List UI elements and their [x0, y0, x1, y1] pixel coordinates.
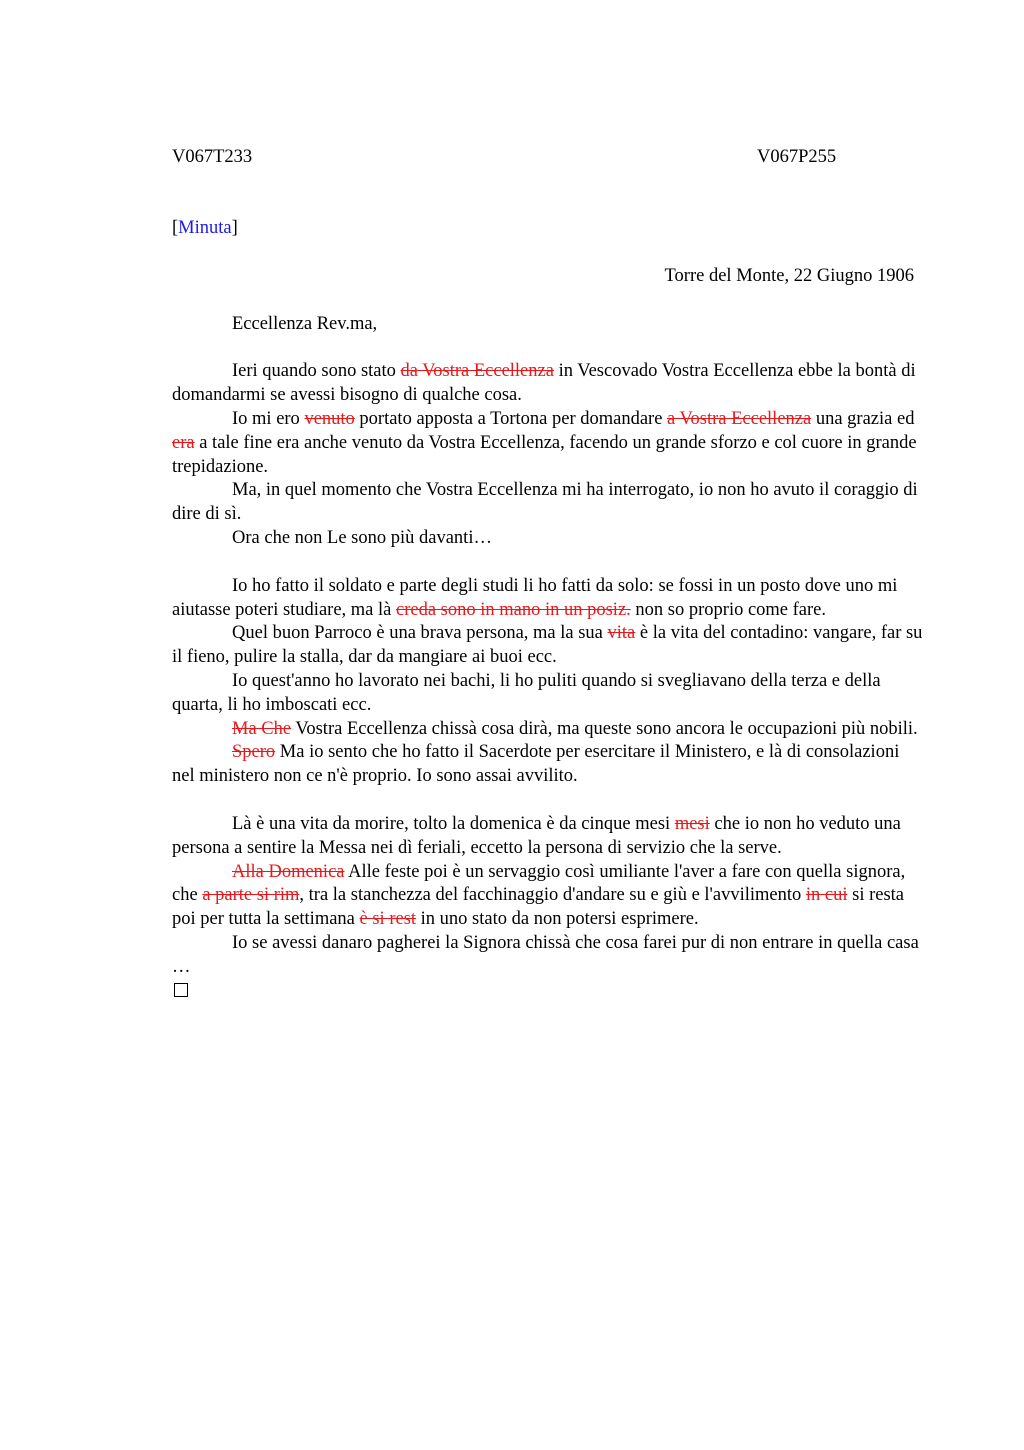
- deleted-text: Spero: [232, 742, 276, 763]
- text-run: è la vita del contadino: vangare, far su il fieno, pulire la stalla, dar da mangiare ai buoi ecc.: [172, 623, 923, 668]
- text-run: portato apposta a Tortona per domandare: [354, 408, 668, 429]
- deleted-text: a parte si rim: [202, 885, 300, 906]
- text-run: Quel buon Parroco è una brava persona, ma la sua: [232, 623, 608, 644]
- text-run: Io mi ero: [232, 408, 305, 429]
- text-run: Io se avessi danaro pagherei la Signora chissà che cosa farei pur di non entrare in quella casa …: [172, 932, 919, 977]
- text-run: , tra la stanchezza del facchinaggio d'andare su e giù e l'avvilimento: [299, 885, 806, 906]
- paragraph-11: [172, 861, 924, 932]
- text-run: che io non ho veduto una persona a sentire la Messa nei dì feriali, eccetto la persona di servizio che la serve.: [172, 813, 901, 858]
- text-run: Io quest'anno ho lavorato nei bachi, li ho puliti quando si svegliavano della terza e della quarta, li ho imboscati ecc.: [172, 670, 881, 715]
- text-run: non so proprio come fare.: [630, 599, 827, 620]
- deleted-text: Ma Che: [232, 718, 292, 739]
- text-run: Ma io sento che ho fatto il Sacerdote per esercitare il Ministero, e là di consolazioni nel ministero non ce n'è proprio. Io sono assai avvilito.: [172, 742, 900, 787]
- minuta-label: [172, 217, 924, 241]
- paragraph-6: [172, 622, 924, 670]
- paragraph-9: [172, 741, 924, 789]
- text-run: a tale fine era anche venuto da Vostra Eccellenza, facendo un grande sforzo e col cuore in grande trepidazione.: [172, 432, 917, 477]
- document-codes: [172, 146, 924, 170]
- deleted-text: vita: [607, 623, 636, 644]
- deleted-text: venuto: [304, 408, 355, 429]
- deleted-text: era: [172, 432, 195, 453]
- letter-page: [172, 146, 924, 997]
- bracket-close: ]: [231, 218, 238, 238]
- code-right: V067P255: [757, 147, 837, 167]
- paragraph-1: [172, 360, 924, 408]
- spacer: [172, 789, 924, 813]
- text-run: Ma, in quel momento che Vostra Eccellenza mi ha interrogato, io non ho avuto il coraggio di dire di sì.: [172, 480, 918, 525]
- paragraph-8: [172, 718, 924, 742]
- bracket-open: [: [172, 218, 179, 238]
- paragraph-2: [172, 408, 924, 479]
- paragraph-5: [172, 575, 924, 623]
- paragraph-7: [172, 670, 924, 718]
- text-run: in Vescovado Vostra Eccellenza ebbe la bontà di domandarmi se avessi bisogno di qualche cosa.: [172, 361, 916, 406]
- text-run: Ieri quando sono stato: [232, 361, 401, 382]
- code-left: V067T233: [172, 147, 253, 167]
- minuta-link[interactable]: Minuta: [178, 218, 232, 238]
- spacer: [172, 551, 924, 575]
- deleted-text: a Vostra Eccellenza: [667, 408, 812, 429]
- deleted-text: creda sono in mano in un posiz.: [395, 599, 631, 620]
- text-run: Vostra Eccellenza chissà cosa dirà, ma queste sono ancora le occupazioni più nobili.: [291, 718, 918, 739]
- paragraph-4: [172, 527, 924, 551]
- end-square-icon: [174, 983, 188, 997]
- text-run: Là è una vita da morire, tolto la domenica è da cinque mesi: [232, 813, 675, 834]
- deleted-text: è si rest: [359, 909, 417, 930]
- paragraph-3: [172, 479, 924, 527]
- text-run: Alle feste poi è un servaggio così umiliante l'aver a fare con quella signora, che: [172, 861, 906, 906]
- deleted-text: Alla Domenica: [232, 861, 345, 882]
- text-run: si resta poi per tutta la settimana: [172, 885, 905, 930]
- paragraph-12: [172, 932, 924, 980]
- deleted-text: da Vostra Eccellenza: [400, 361, 554, 382]
- text-run: Io ho fatto il soldato e parte degli studi li ho fatti da solo: se fossi in un posto dove uno mi aiutasse poteri studiare, ma là: [172, 575, 898, 620]
- text-run: Ora che non Le sono più davanti…: [232, 527, 492, 548]
- deleted-text: in cui: [805, 885, 848, 906]
- text-run: una grazia ed: [811, 408, 915, 429]
- paragraph-10: [172, 813, 924, 861]
- salutation: Eccellenza Rev.ma,: [232, 313, 378, 334]
- deleted-text: mesi: [674, 813, 710, 834]
- letter-date: Torre del Monte, 22 Giugno 1906: [664, 265, 914, 286]
- spacer: [172, 336, 924, 360]
- text-run: in uno stato da non potersi esprimere.: [416, 909, 699, 930]
